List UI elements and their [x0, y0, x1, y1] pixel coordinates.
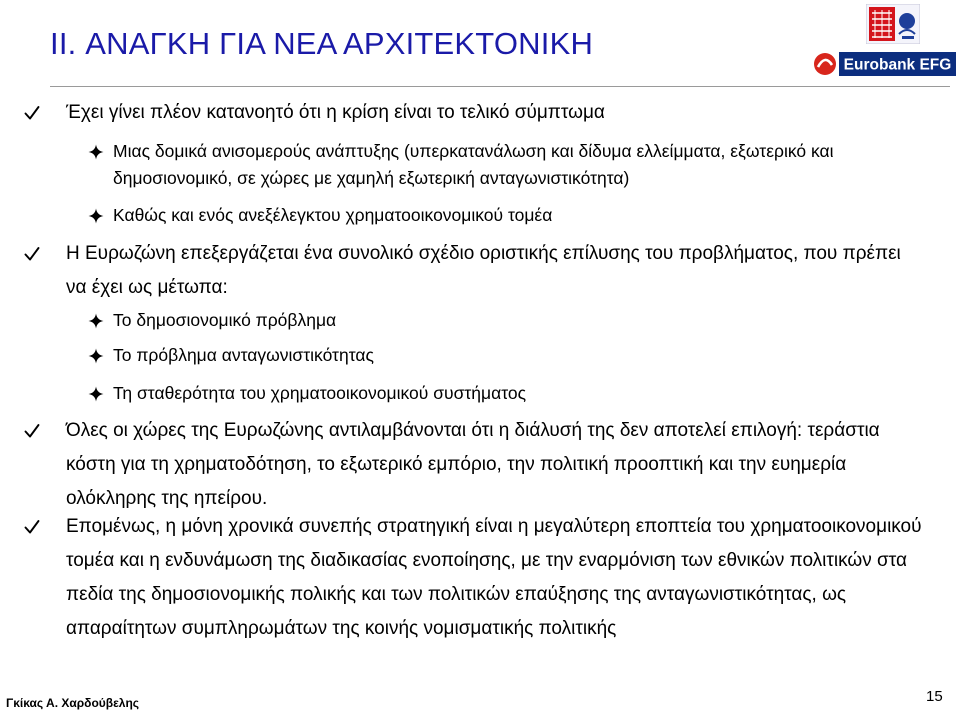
- diamond-bullet-icon: [88, 144, 104, 160]
- bullet-text: Επομένως, η μόνη χρονικά συνεπής στρατηγική είναι η μεγαλύτερη εποπτεία του χρηματοοικονομικού τομέα και η ενδυνάμωση της διαδικασίας ενοποίησης, με την εναρμόνιση των εθνικών πολιτικών στα πεδία της δημοσιονομικής πολικής και των πολιτικών επαύξησης της ανταγωνιστικότητας, ως απαραίτητων συμπληρωμάτων της κοινής νομισματικής πολιτικής: [66, 516, 922, 639]
- diamond-bullet-icon: [88, 208, 104, 224]
- footer-author: Γκίκας Α. Χαρδούβελης: [6, 696, 140, 710]
- bullet-text: Η Ευρωζώνη επεξεργάζεται ένα συνολικό σχέδιο οριστικής επίλυσης του προβλήματος, που πρέπει να έχει ως μέτωπα:: [66, 243, 901, 298]
- sub-bullet-text: Το δημοσιονομικό πρόβλημα: [113, 310, 337, 330]
- sub-bullet-text: Μιας δομικά ανισομερούς ανάπτυξης (υπερκατανάλωση και δίδυμα ελλείμματα, εξωτερικό και δημοσιονομικό, σε χώρες με χαμηλή εξωτερική ανταγωνιστικότητα): [113, 141, 834, 188]
- checkmark-icon: [24, 246, 40, 262]
- checkmark-icon: [24, 423, 40, 439]
- sub-bullet-text: Το πρόβλημα ανταγωνιστικότητας: [113, 345, 374, 365]
- diamond-bullet-icon: [88, 386, 104, 402]
- checkmark-icon: [24, 519, 40, 535]
- bullet-text: Όλες οι χώρες της Ευρωζώνης αντιλαμβάνονται ότι η διάλυσή της δεν αποτελεί επιλογή: τεράστια κόστη για τη χρηματοδότηση, το εξωτερικό εμπόριο, την πολιτική προοπτική και την ευημερία ολόκληρης της ηπείρου.: [66, 420, 880, 509]
- eurobank-logo-text: Eurobank EFG: [843, 56, 952, 74]
- page-number: 15: [926, 688, 943, 705]
- sub-bullet-text: Καθώς και ενός ανεξέλεγκτου χρηματοοικονομικού τομέα: [113, 205, 553, 225]
- diamond-bullet-icon: [88, 348, 104, 364]
- slide-title: II. ΑΝΑΓΚΗ ΓΙΑ ΝΕΑ ΑΡΧΙΤΕΚΤΟΝΙΚΗ: [50, 26, 594, 61]
- diamond-bullet-icon: [88, 313, 104, 329]
- sub-bullet-text: Τη σταθερότητα του χρηματοοικονομικού συστήματος: [113, 383, 527, 403]
- bullet-text: Έχει γίνει πλέον κατανοητό ότι η κρίση είναι το τελικό σύμπτωμα: [66, 102, 605, 123]
- checkmark-icon: [24, 105, 40, 121]
